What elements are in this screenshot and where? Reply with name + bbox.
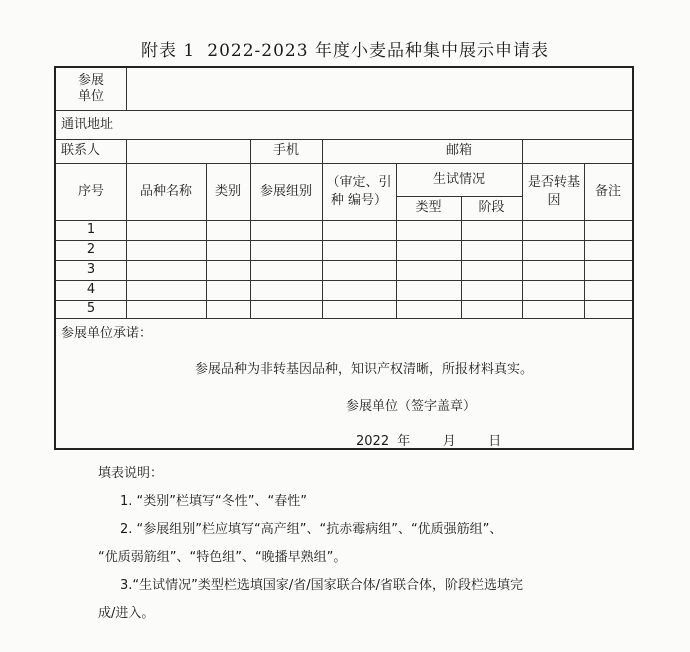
row-divider bbox=[56, 139, 632, 140]
instruction-2-continued: “优质弱筋组”、“特色组”、“晚播早熟组”。 bbox=[98, 550, 347, 565]
row-divider bbox=[56, 280, 632, 281]
col-header-trial: 生试情况 bbox=[432, 171, 485, 187]
col-header-trial-stage: 阶段 bbox=[478, 200, 505, 215]
row-divider bbox=[56, 240, 632, 241]
pledge-label: 参展单位承诺： bbox=[61, 326, 153, 341]
title-text: 2022-2023 年度小麦品种集中展示申请表 bbox=[207, 41, 549, 61]
row-number: 5 bbox=[86, 301, 96, 316]
col-divider bbox=[322, 139, 323, 318]
appendix-label: 附表 1 bbox=[141, 41, 196, 61]
row-number: 2 bbox=[86, 242, 96, 257]
row-number: 3 bbox=[86, 262, 96, 277]
col-header-approval: （审定、引种 编号） bbox=[326, 174, 392, 208]
pledge-text: 参展品种为非转基因品种，知识产权清晰，所报材料真实。 bbox=[194, 362, 533, 377]
instructions-heading: 填表说明： bbox=[98, 466, 164, 481]
col-header-remark: 备注 bbox=[594, 183, 621, 199]
col-divider bbox=[522, 139, 523, 318]
instruction-3-continued: 成/进入。 bbox=[98, 606, 155, 621]
col-header-seq: 序号 bbox=[77, 183, 104, 199]
row-divider bbox=[56, 220, 632, 221]
col-header-trial-type: 类型 bbox=[415, 200, 442, 215]
unit-label: 参展 单位 bbox=[77, 73, 104, 104]
col-header-gmo: 是否转基因 bbox=[527, 174, 580, 208]
signature-line: 参展单位（签字盖章） bbox=[346, 399, 477, 414]
filling-instructions bbox=[90, 460, 650, 628]
email-label: 邮箱 bbox=[445, 143, 472, 158]
row-number: 4 bbox=[86, 282, 96, 297]
instruction-2: 2. “参展组别”栏应填写“高产组”、“抗赤霉病组”、“优质强筋组”、 bbox=[120, 522, 503, 537]
instruction-3: 3.“生试情况”类型栏选填国家/省/国家联合体/省联合体，阶段栏选填完 bbox=[120, 578, 524, 593]
col-divider bbox=[126, 68, 127, 110]
col-header-group: 参展组别 bbox=[259, 183, 312, 199]
col-header-variety: 品种名称 bbox=[139, 183, 192, 199]
row-number: 1 bbox=[86, 222, 96, 237]
col-header-category: 类别 bbox=[214, 183, 241, 199]
contact-label: 联系人 bbox=[61, 143, 101, 158]
row-divider bbox=[56, 318, 632, 319]
address-label: 通讯地址 bbox=[61, 116, 114, 132]
instruction-1: 1. “类别”栏填写“冬性”、“春性” bbox=[120, 494, 307, 509]
row-divider bbox=[56, 300, 632, 301]
row-divider bbox=[56, 260, 632, 261]
form-title bbox=[0, 36, 690, 61]
date-line: 2022 年 月 日 bbox=[356, 434, 502, 449]
application-form bbox=[54, 66, 634, 450]
phone-label: 手机 bbox=[272, 143, 299, 158]
